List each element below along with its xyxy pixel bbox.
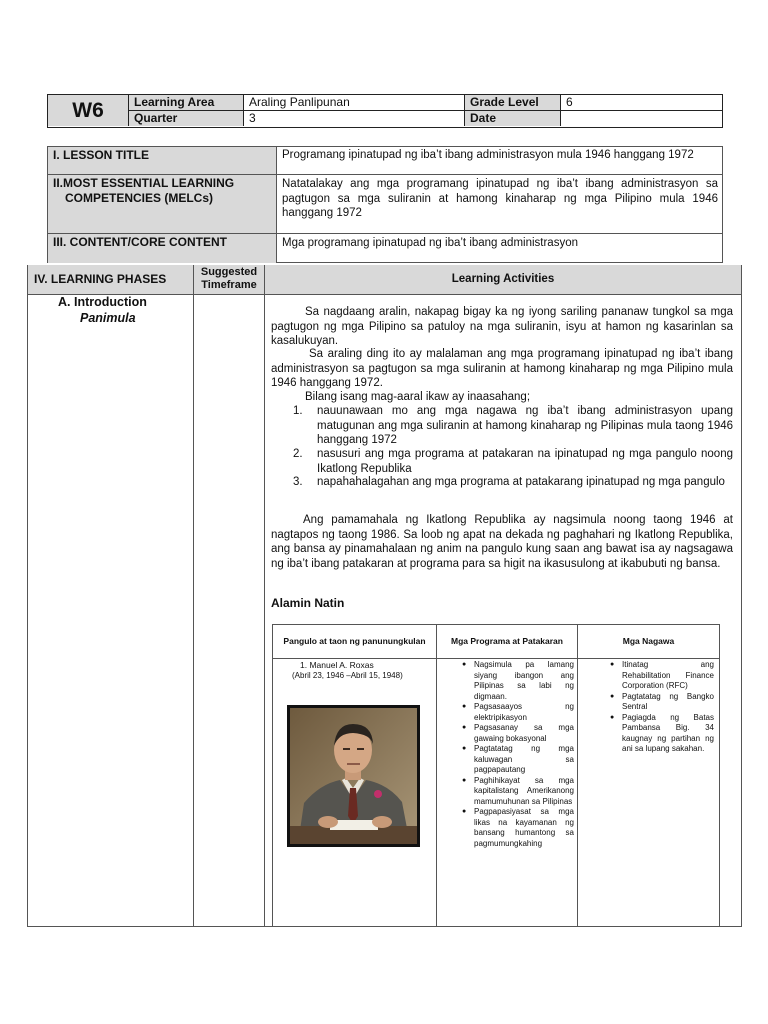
melc-label-line2: COMPETENCIES (MELCs): [65, 191, 214, 205]
program-item: ● Nagsimula pa lamang siyang ibangon ang Pilipinas sa labi ng digmaan.: [462, 660, 574, 702]
program-item: ● Pagsasaayos ng elektripikasyon: [462, 702, 574, 723]
timeframe-header-line2: Timeframe: [201, 279, 257, 291]
quarter-label: Quarter: [129, 111, 243, 126]
phase-a-title: A. Introduction: [58, 295, 147, 309]
header-table: [47, 94, 723, 128]
program-item: ● Paghihikayat sa mga kapitalistang Amerikanong mamumuhunan sa Pilipinas: [462, 776, 574, 808]
week-code: W6: [48, 95, 129, 126]
achievement-item: ● Pagtatatag ng Bangko Sentral: [610, 692, 714, 713]
phase-a-subtitle: Panimula: [80, 311, 136, 325]
president-portrait-image: [287, 705, 420, 847]
achievement-item: ● Pagiagda ng Batas Pambansa Big. 34 kaugnay ng partihan ng ani sa lupang sakahan.: [610, 713, 714, 755]
learning-area-value: Araling Panlipunan: [249, 95, 350, 109]
achievement-item: ● Itinatag ang Rehabilitation Finance Corporation (RFC): [610, 660, 714, 692]
learning-area-label: Learning Area: [129, 95, 243, 110]
intro-paragraph-1: Sa nagdaang aralin, nakapag bigay ka ng iyong sariling pananaw tungkol sa mga pagtugon ng mga Pilipino sa patuloy na mga suliranin, isyu at hamon ng kasarinlan sa kasalukuyan.: [271, 306, 733, 347]
intro-paragraph-4: Ang pamamahala ng Ikatlong Republika ay nagsimula noong taong 1946 at nagtapos ng taong 1986. Sa loob ng apat na dekada ng paghahari ng Ikatlong Republika, ang bansa ay pinamahalaan ng anim na pangulo kung saan ang bawat isa ay nagsagawa ng iba’t ibang patakaran at programa para sa higit na ikasusulong at ikabubuti ng bansa.: [271, 514, 733, 570]
president-term: (Abril 23, 1946 –Abril 15, 1948): [292, 671, 403, 680]
quarter-value: 3: [249, 111, 256, 125]
programs-list: [462, 660, 574, 849]
lesson-info-table: [47, 146, 723, 263]
timeframe-header: [194, 265, 264, 294]
date-value: [561, 111, 721, 126]
learning-activities-header: Learning Activities: [265, 265, 741, 294]
objective-item: [293, 475, 733, 490]
table-header-programs: Mga Programa at Patakaran: [451, 636, 563, 646]
learning-phases-header: IV. LEARNING PHASES: [28, 265, 193, 294]
objective-item: [293, 404, 733, 448]
president-name: 1. Manuel A. Roxas: [300, 660, 374, 670]
objective-number: 2.: [293, 448, 303, 460]
content-label: III. CONTENT/CORE CONTENT: [48, 234, 276, 263]
table-header-president: Pangulo at taon ng panunungkulan: [283, 636, 426, 646]
achievements-list: [610, 660, 714, 755]
timeframe-header-line1: Suggested: [200, 266, 258, 278]
program-item: ● Pagsasanay sa mga gawaing bokasyonal: [462, 723, 574, 744]
lesson-title-label: I. LESSON TITLE: [48, 147, 276, 174]
intro-paragraph-2: Sa araling ding ito ay malalaman ang mga programang ipinatupad ng iba’t ibang administrasyon sa pagtugon sa mga suliranin at hamong kinaharap ng mga Pilipino mula 1946 hanggang 1972.: [271, 348, 733, 389]
intro-paragraph-3: Bilang isang mag-aaral ikaw ay inaasahang;: [305, 391, 531, 403]
objective-text: nauunawaan mo ang mga nagawa ng iba’t ibang administrasyon upang matugunan ang mga suliranin at hamong kinaharap ng Pilipinas mula taong 1946 hanggang 1972: [317, 405, 733, 446]
objective-text: napahahalagahan ang mga programa at patakarang ipinatupad ng mga pangulo: [317, 476, 725, 488]
content-value: Mga programang ipinatupad ng iba’t ibang administrasyon: [282, 237, 578, 249]
objective-number: 3.: [293, 476, 303, 488]
objective-item: [293, 447, 733, 476]
melc-value: Natatalakay ang mga programang ipinatupad ng iba’t ibang administrasyon sa pagtugon sa mga suliranin at hamong kinaharap ng mga Pilipino mula 1946 hanggang 1972: [282, 178, 718, 219]
table-header-achievements: Mga Nagawa: [622, 636, 675, 646]
objective-text: nasusuri ang mga programa at patakaran na ipinatupad ng mga pangulo noong Ikatlong Republika: [317, 448, 733, 475]
grade-level-value: 6: [566, 95, 573, 109]
section-heading-alamin: Alamin Natin: [271, 596, 345, 610]
grade-level-label: Grade Level: [465, 95, 560, 110]
lesson-title-value: Programang ipinatupad ng iba’t ibang administrasyon mula 1946 hanggang 1972: [282, 149, 694, 161]
program-item: ● Pagpapasiyasat sa mga likas na kayamanan ng bansang humantong sa pagmumungkahing: [462, 807, 574, 849]
melc-label: [48, 175, 276, 233]
date-label: Date: [465, 111, 560, 126]
melc-label-line1: II.MOST ESSENTIAL LEARNING: [53, 176, 235, 190]
objective-number: 1.: [293, 405, 303, 417]
program-item: ● Pagtatatag ng mga kaluwagan sa pagpapautang: [462, 744, 574, 776]
